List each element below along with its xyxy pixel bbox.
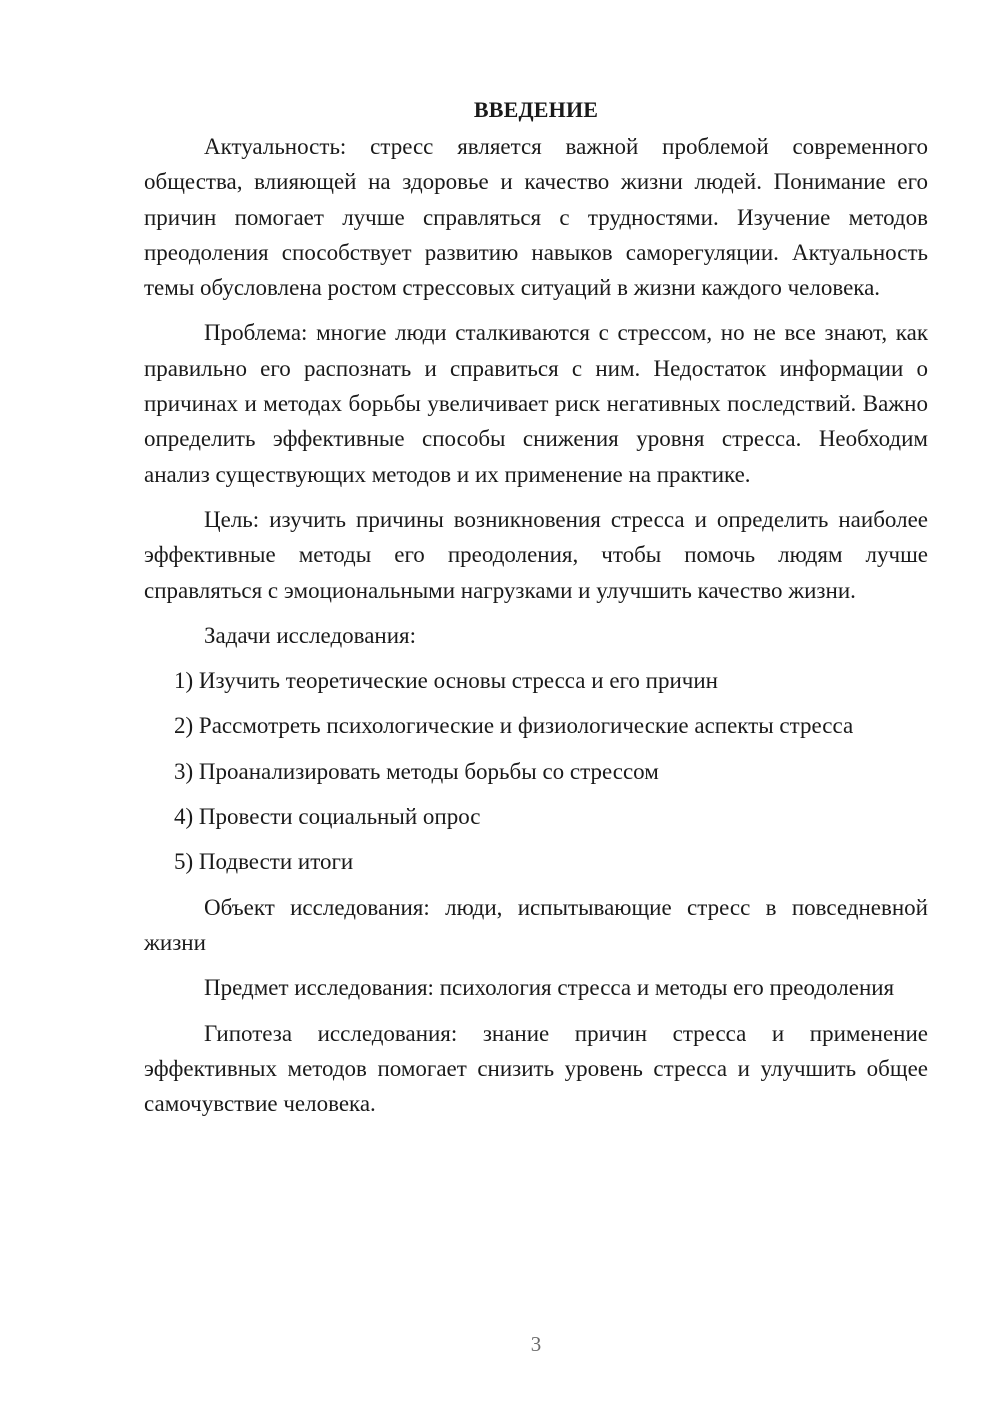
task-text: Проанализировать методы борьбы со стрессом: [198, 758, 659, 784]
task-number: 2): [174, 713, 194, 739]
task-text: Подвести итоги: [198, 849, 354, 875]
task-item: [144, 754, 928, 789]
object-paragraph: Объект исследования: люди, испытывающие стресс в повседневной жизни: [144, 894, 928, 955]
task-list: [144, 663, 928, 879]
goal-paragraph: Цель: изучить причины возникновения стресса и определить наиболее эффективные методы его преодоления, чтобы помочь людям лучше справляться с эмоциональными нагрузками и улучшить качество жизни.: [144, 506, 928, 603]
relevance-paragraph: Актуальность: стресс является важной проблемой современного общества, влияющей на здоровье и качество жизни людей. Понимание его причин помогает лучше справляться с трудностями. Изучение методов преодоления способствует развитию навыков саморегуляции. Актуальность темы обусловлена ростом стрессовых ситуаций в жизни каждого человека.: [144, 134, 928, 301]
task-item: [144, 708, 928, 743]
task-item: [144, 799, 928, 834]
task-text: Изучить теоретические основы стресса и его причин: [198, 668, 718, 694]
task-text: Рассмотреть психологические и физиологические аспекты стресса: [198, 713, 854, 739]
task-item: [144, 844, 928, 879]
page-number: 3: [530, 1332, 542, 1356]
page-content: [144, 92, 928, 1131]
task-item: [144, 663, 928, 698]
page-title: ВВЕДЕНИЕ: [473, 97, 599, 122]
task-number: 5): [174, 849, 194, 875]
tasks-heading: Задачи исследования:: [204, 622, 417, 648]
task-number: 4): [174, 804, 194, 830]
problem-paragraph: Проблема: многие люди сталкиваются с стрессом, но не все знают, как правильно его распознать и справиться с ним. Недостаток информации о причинах и методах борьбы увеличивает риск негативных последствий. Важно определить эффективные способы снижения уровня стресса. Необходим анализ существующих методов и их применение на практике.: [144, 320, 928, 487]
subject-paragraph: Предмет исследования: психология стресса и методы его преодоления: [204, 975, 895, 1001]
hypothesis-paragraph: Гипотеза исследования: знание причин стресса и применение эффективных методов помогает снизить уровень стресса и улучшить общее самочувствие человека.: [144, 1020, 928, 1117]
task-number: 1): [174, 668, 194, 694]
task-text: Провести социальный опрос: [198, 804, 481, 830]
task-number: 3): [174, 758, 194, 784]
